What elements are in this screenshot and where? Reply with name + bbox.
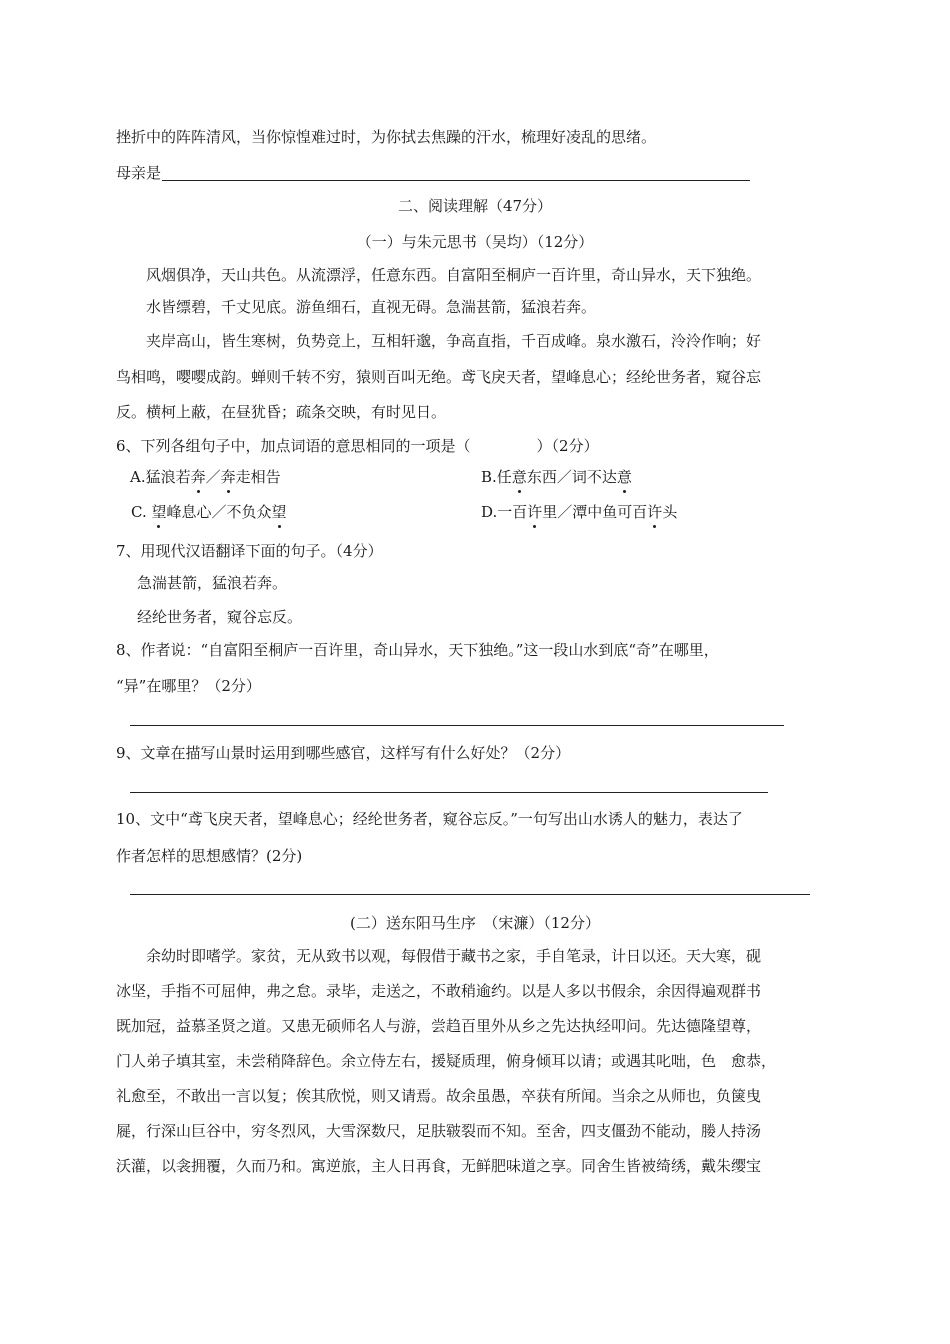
passage2-line-3: 既加冠，益慕圣贤之道。又患无硕师名人与游，尝趋百里外从乡之先达执经叩问。先达德隆望尊， xyxy=(116,1017,762,1035)
option-d-text-2: 里／潭中鱼可百 xyxy=(542,503,648,521)
option-b[interactable] xyxy=(481,467,632,487)
option-c-text-1: C. xyxy=(131,503,152,521)
passage1-para-2: 水皆缥碧，千丈见底。游鱼细石，直视无碍。急湍甚箭，猛浪若奔。 xyxy=(146,298,597,316)
passage1-para-3-line-2: 鸟相鸣，嘤嘤成韵。蝉则千转不穷，猿则百叫无绝。鸢飞戾天者，望峰息心；经纶世务者，窥谷忘 xyxy=(116,368,762,386)
option-c[interactable] xyxy=(131,502,287,522)
answer-line-q9[interactable] xyxy=(130,792,768,793)
question-6-stem xyxy=(116,436,599,456)
passage2-line-5: 礼愈至，不敢出一言以复；俟其欣悦，则又请焉。故余虽愚，卒获有所闻。当余之从师也，负箧曳 xyxy=(116,1087,762,1105)
option-b-dotted-2: 意 xyxy=(616,468,632,486)
option-a-text-3: 走相告 xyxy=(235,468,281,486)
option-d-dotted-2: 许 xyxy=(647,503,663,521)
option-a[interactable] xyxy=(130,467,281,487)
option-d-text-3: 头 xyxy=(662,503,678,521)
option-d-dotted-1: 许 xyxy=(527,503,543,521)
passage1-para-1: 风烟俱净，天山共色。从流漂浮，任意东西。自富阳至桐庐一百许里，奇山异水，天下独绝。 xyxy=(146,266,762,284)
question-7-sentence-1: 急湍甚箭，猛浪若奔。 xyxy=(137,574,288,592)
option-a-dotted-1: 奔 xyxy=(190,468,206,486)
part2-title: (二）送东阳马生序 （宋濂）（12分） xyxy=(350,914,600,932)
answer-line-mother xyxy=(162,180,750,181)
part1-title: （一）与朱元思书（吴均）（12分） xyxy=(356,233,594,251)
intro-line-1: 挫折中的阵阵清风，当你惊惶难过时，为你拭去焦躁的汗水，梳理好凌乱的思绪。 xyxy=(116,128,657,146)
option-c-text-2: 峰息心／不负众 xyxy=(166,503,272,521)
answer-line-q10[interactable] xyxy=(130,894,810,895)
passage1-para-3-line-1: 夹岸高山，皆生寒树，负势竞上，互相轩邈，争高直指，千百成峰。泉水激石，泠泠作响；好 xyxy=(146,332,762,350)
passage2-line-7: 沃灌，以衾拥覆，久而乃和。寓逆旅，主人日再食，无鲜肥味道之享。同舍生皆被绮绣，戴朱缨宝 xyxy=(116,1157,762,1175)
option-d[interactable] xyxy=(481,502,677,522)
passage2-line-1: 余幼时即嗜学。家贫，无从致书以观，每假借于藏书之家，手自笔录，计日以还。天大寒，砚 xyxy=(146,947,762,965)
option-a-text-1: A.猛浪若 xyxy=(130,468,191,486)
passage2-line-6: 屣，行深山巨谷中，穷冬烈风，大雪深数尺，足肤皲裂而不知。至舍，四支僵劲不能动，媵人持汤 xyxy=(116,1122,762,1140)
option-b-text-2: 东西／词不达 xyxy=(526,468,617,486)
question-6-stem-text: 6、下列各组句子中，加点词语的意思相同的一项是（ xyxy=(116,437,471,455)
option-d-text-1: D.一百 xyxy=(481,503,528,521)
section-title: 二、阅读理解（47分） xyxy=(397,197,553,215)
question-8-line-1: 8、作者说：“自富阳至桐庐一百许里，奇山异水，天下独绝。”这一段山水到底“奇”在哪里， xyxy=(116,641,719,659)
option-b-dotted-1: 意 xyxy=(511,468,527,486)
question-9-line-1: 9、文章在描写山景时运用到哪些感官，这样写有什么好处？（2分） xyxy=(116,744,571,762)
question-8-line-2: “异”在哪里？（2分） xyxy=(116,677,261,695)
question-10-line-2: 作者怎样的思想感情？(2分) xyxy=(116,847,303,865)
option-c-dotted-2: 望 xyxy=(271,503,287,521)
option-a-dotted-2: 奔 xyxy=(220,468,236,486)
question-10-line-1: 10、文中“鸢飞戾天者，望峰息心；经纶世务者，窥谷忘反。”一句写出山水诱人的魅力，表达了 xyxy=(116,810,743,828)
option-a-text-2: ／ xyxy=(205,468,221,486)
option-b-text-1: B.任 xyxy=(481,468,512,486)
intro-line-2-prefix: 母亲是 xyxy=(116,164,162,182)
question-7-stem: 7、用现代汉语翻译下面的句子。（4分） xyxy=(116,542,383,560)
option-c-dotted-1: 望 xyxy=(151,503,167,521)
question-6-stem-tail: ）（2分） xyxy=(536,437,599,455)
passage2-line-4: 门人弟子填其室，未尝稍降辞色。余立侍左右，援疑质理，俯身倾耳以请；或遇其叱咄，色 愈恭， xyxy=(116,1052,777,1070)
passage1-para-3-line-3: 反。横柯上蔽，在昼犹昏；疏条交映，有时见日。 xyxy=(116,403,447,421)
answer-line-q8[interactable] xyxy=(130,725,784,726)
question-7-sentence-2: 经纶世务者，窥谷忘反。 xyxy=(137,608,303,626)
passage2-line-2: 冰坚，手指不可屈伸，弗之怠。录毕，走送之，不敢稍逾约。以是人多以书假余，余因得遍观群书 xyxy=(116,982,762,1000)
